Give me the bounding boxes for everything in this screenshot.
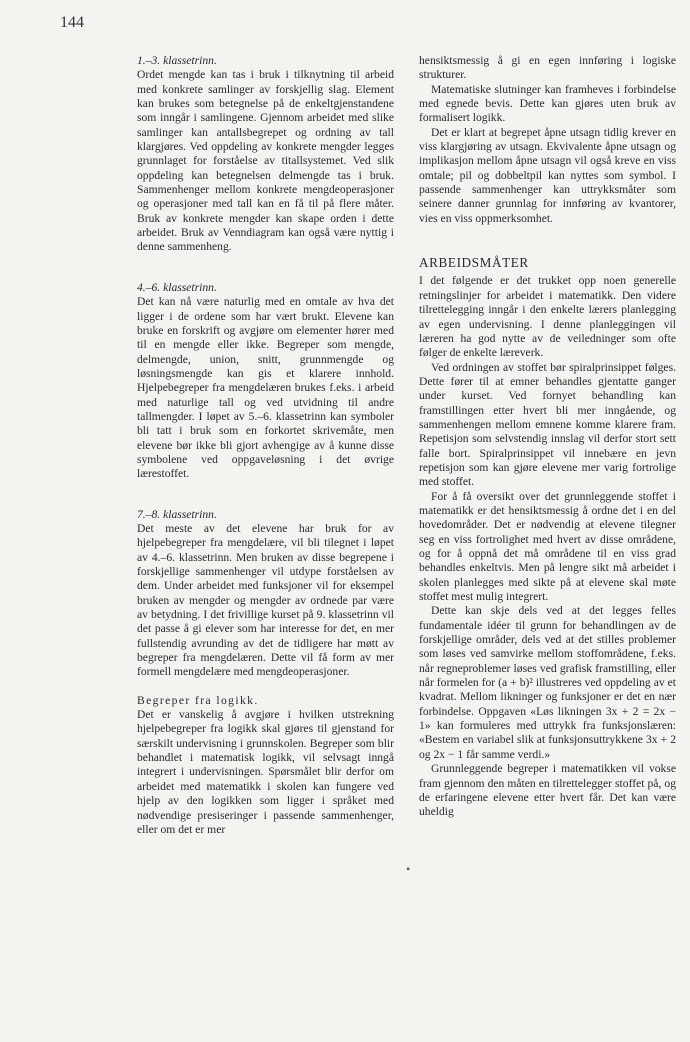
margin-mark: •: [406, 862, 411, 876]
section-text: Ordet mengde kan tas i bruk i tilknytning til arbeid med konkrete samlinger av forskjellig slag. Element kan brukes som betegnelse på de enkeltgjenstandene som inngår i samlingene. Gjennom arbeidet med slike samlinger kan antallsbegrepet og ordning av tall klargjøres. Ved oppdeling av konkrete mengder legges grunnlaget for forståelse av titallsystemet. Ved slik oppdeling kan betegnelsen delmengde tas i bruk. Sammenhenger mellom konkrete mengdeoperasjoner og operasjoner med tall kan en få til på flere måter. Bruk av konkrete mengder kan skape orden i dette arbeidet. Bruk av Venndiagram kan også være nyttig i denne sammenheng.: [137, 68, 394, 254]
left-column: [137, 54, 394, 851]
section-heading-work-methods: ARBEIDSMÅTER: [419, 255, 529, 271]
paragraph: Grunnleggende begreper i matematikken vil vokse fram gjennom den måten en tilrettelegger stoffet på, og de erfaringene elevene etter hvert får. Det kan være uheldig: [419, 762, 676, 819]
section-heading: 7.–8. klassetrinn.: [137, 507, 217, 521]
paragraph: For å få oversikt over det grunnleggende stoffet i matematikk er det hensiktsmessig å ordne det i en del hovedområder. Det er nødvendig at elevene tilegner seg en viss fortrolighet med hvert av disse områdene, og for å oppnå det må områdene til en viss grad behandles enkeltvis. Men på lengre sikt må arbeidet i skolen planlegges med sikte på at elevene skal møte stoffet mest mulig integrert.: [419, 489, 676, 604]
section-text: Det er vanskelig å avgjøre i hvilken utstrekning hjelpebegreper fra logikk skal gjøres til gjenstand for særskilt undervisning i grunnskolen. Begreper som blir behandlet i matematisk logikk, vil selvsagt inngå integrert i undervisningen. Spørsmålet blir derfor om arbeidet med matematikk i skolen kan fungere ved hjelp av den logikken som ligger i språket med nødvendige presiseringer i passende sammenhenger, eller om det er mer: [137, 708, 394, 836]
section-text: Det kan nå være naturlig med en omtale av hva det ligger i de ordene som har vært brukt. Elevene kan bruke en forskrift og avgjøre om elementer hører med til en mengde eller ikke. Begreper som mengde, delmengde, union, snitt, grunnmengde og løsningsmengde kan gis et klarere innhold. Hjelpebegreper fra mengdelæren brukes f.eks. i arbeid med naturlige tall og ved utvidning til andre tallmengder. I løpet av 5.–6. klassetrinn kan symboler bli tatt i bruk som en forkortet skrivemåte, men elevene bør ikke bli gjort avhengige av å kunne disse symbolene ved oppgaveløsning i det øvrige lærestoffet.: [137, 295, 394, 481]
right-column: [419, 54, 676, 820]
section-grades-1-3: [137, 54, 394, 255]
paragraph: I det følgende er det trukket opp noen generelle retningslinjer for arbeidet i matematikk. Den videre tilrettelegging inngår i den enkelte lærers planlegging av egen undervisning. I denne planleggingen vil læreren ha god nytte av de veiledninger som ofte følger de enkelte læreverk.: [419, 274, 676, 360]
section-heading: 4.–6. klassetrinn.: [137, 280, 217, 294]
section-heading: Begreper fra logikk.: [137, 693, 259, 707]
paragraph: hensiktsmessig å gi en egen innføring i logiske strukturer.: [419, 54, 676, 82]
section-heading: 1.–3. klassetrinn.: [137, 54, 217, 67]
section-text: Det meste av det elevene har bruk for av hjelpebegreper fra mengdelære, vil bli tilegnet i løpet av 4.–6. klassetrinn. Men bruken av disse begrepene i forskjellige sammenhenger vil utdype forståelsen av dem. Under arbeidet med funksjoner vil for eksempel bruken av mengder og mengder av ordnede par være av betydning. I det frivillige kurset på 9. klassetrinn vil det passe å gi elever som har interesse for det, en mer fullstendig avrunding av det de tidligere har møtt av begreper fra mengdelæren. Dette vil få form av mer formell mengdelære med mengdeoperasjoner.: [137, 521, 394, 679]
section-grades-7-8: [137, 508, 394, 680]
paragraph: Ved ordningen av stoffet bør spiralprinsippet følges. Dette fører til at emner behandles gjentatte ganger under kurset. Ved fornyet behandling kan framstillingen etter hvert bli mer inngående, og sammenhengen mellom emnene komme klarere fram. Repetisjon som selvstendig innslag vil derfor stort sett falle bort. Spiralprinsippet vil innebære en jevn repetisjon som kan gjøre elevene mer varig fortrolige med stoffet.: [419, 360, 676, 489]
paragraph: Matematiske slutninger kan framheves i forbindelse med egnede bevis. Dette kan gjøres uten bruk av formalisert logikk.: [419, 82, 676, 125]
section-grades-4-6: [137, 281, 394, 482]
page-number: 144: [60, 14, 84, 31]
section-logic: [137, 694, 394, 837]
paragraph: Dette kan skje dels ved at det legges felles fundamentale idéer til grunn for behandlingen av de forskjellige områder, dels ved at det stilles problemer som løses ved samvirke mellom stoffområdene, f.eks. når regneproblemer løses ved grafisk framstilling, eller når formelen for (a + b)² illustreres ved oppdeling av et kvadrat. Mellom likninger og funksjoner er det en nær forbindelse. Oppgaven «Løs likningen 3x + 2 = 2x − 1» kan formuleres med uttrykk fra funksjonslæren: «Bestem en variabel slik at funksjonsuttrykkene 3x + 2 og 2x − 1 får samme verdi.»: [419, 604, 676, 761]
paragraph: Det er klart at begrepet åpne utsagn tidlig krever en viss klargjøring av utsagn. Ekvivalente åpne utsagn og implikasjon mellom åpne utsagn vil også kreve en viss omtale; pil og dobbeltpil kan nyttes som symbol. I passende sammenhenger kan uttrykksmåter som seinere danner grunnlag for innføring av kvantorer, vies en viss oppmerksomhet.: [419, 125, 676, 225]
